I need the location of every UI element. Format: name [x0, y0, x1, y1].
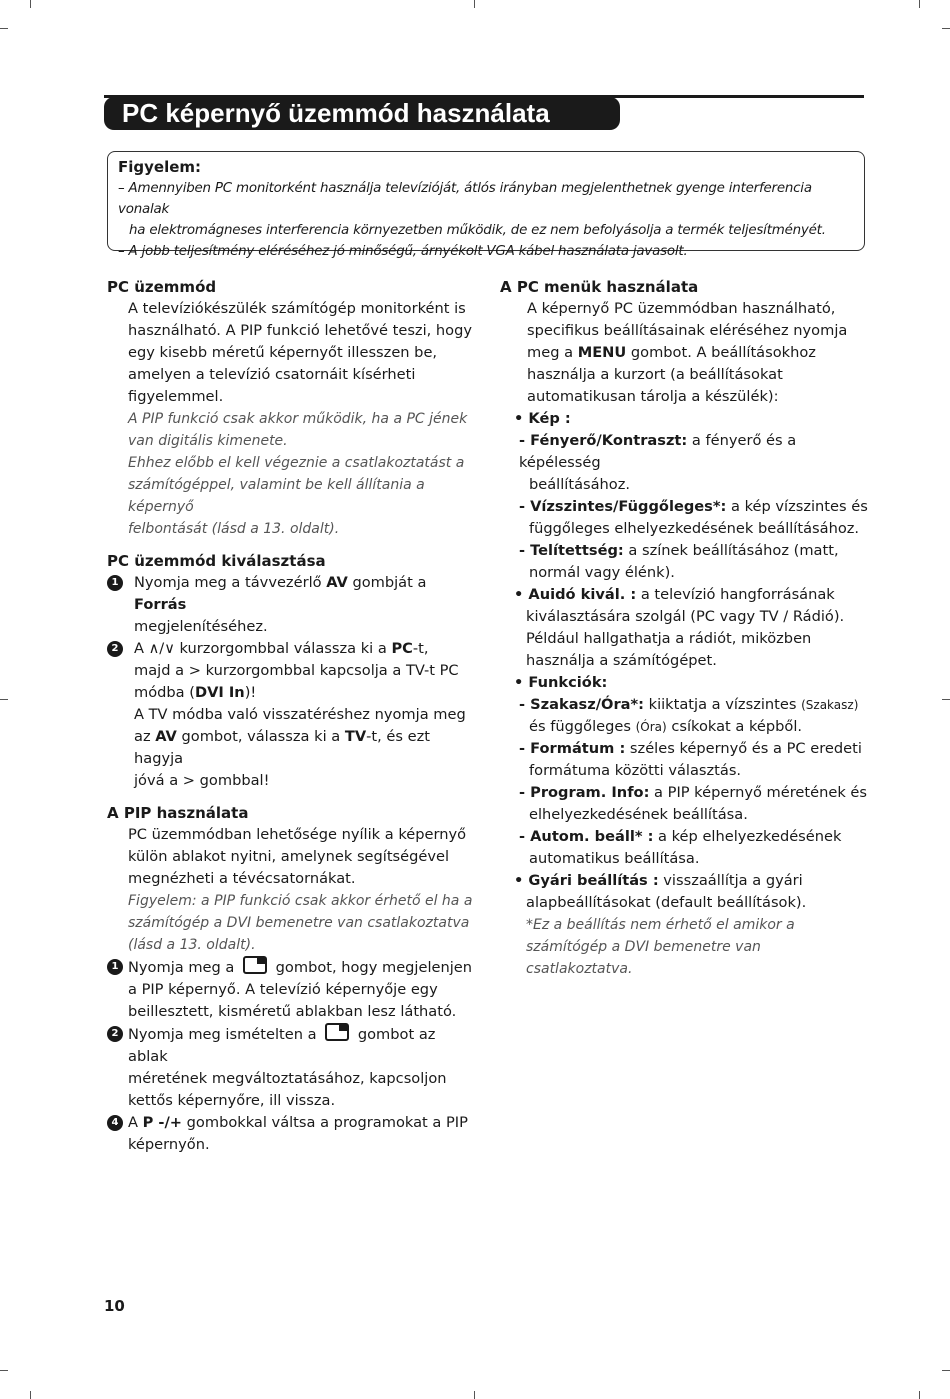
paragraph-line: meg a MENU gombot. A beállításokhoz: [527, 344, 816, 361]
paragraph-line: figyelemmel.: [128, 388, 224, 405]
note-line: számítógéppel, valamint be kell állítania a képernyő: [128, 477, 425, 515]
paragraph-line: megnézheti a tévécsatornákat.: [128, 870, 356, 887]
paragraph-line: egy kisebb méretű képernyőt illesszen be,: [128, 344, 438, 361]
paragraph-line: kettős képernyőre, ill vissza.: [128, 1092, 336, 1109]
menu-item-funkciok: • Funkciók:: [514, 674, 608, 691]
crop-mark: [919, 0, 920, 8]
step-item: [107, 572, 479, 638]
step-item: [107, 1023, 479, 1112]
menu-subitem: - Program. Info: a PIP képernyő méretének és: [519, 784, 867, 801]
paragraph-line: módba (DVI In)!: [134, 684, 257, 701]
page-number: 10: [104, 1297, 125, 1315]
page-title: PC képernyő üzemmód használata: [104, 97, 620, 130]
step-item: [107, 956, 479, 1023]
crop-mark: [942, 699, 950, 700]
warning-box: [107, 151, 865, 259]
paragraph-line: A ∧/∨ kurzorgombbal válassza ki a PC-t,: [134, 640, 429, 657]
cursor-right-icon: >: [188, 662, 201, 679]
crop-mark: [30, 0, 31, 8]
paragraph-line: elhelyezkedésének beállítása.: [529, 806, 748, 823]
paragraph-line: és függőleges (Óra) csíkokat a képből.: [529, 718, 803, 735]
step-number: 1: [107, 959, 123, 975]
menu-subitem: - Autom. beáll* : a kép elhelyezkedésének: [519, 828, 842, 845]
right-column: [500, 276, 870, 980]
section-heading-pc-mode-select: PC üzemmód kiválasztása: [107, 552, 326, 570]
warning-line: ha elektromágneses interferencia környezetben működik, de ez nem befolyásolja a termék teljesítményét.: [129, 223, 826, 238]
paragraph-line: automatikus beállítása.: [529, 850, 700, 867]
menu-subitem: - Formátum : széles képernyő és a PC eredeti: [519, 740, 862, 757]
paragraph-line: alapbeállításokat (default beállítások).: [526, 894, 807, 911]
note-line: Ehhez előbb el kell végeznie a csatlakoztatást a: [128, 455, 465, 471]
paragraph-line: Nyomja meg a gombot, hogy megjelenjen: [128, 956, 479, 979]
paragraph-line: külön ablakot nyitni, amelynek segítségével: [128, 848, 450, 865]
pip-icon: [325, 1023, 349, 1041]
warning-line: – A jobb teljesítmény eléréséhez jó minőségű, árnyékolt VGA kábel használata javasolt.: [118, 244, 688, 259]
paragraph-line: képernyőn.: [128, 1136, 210, 1153]
crop-mark: [474, 1391, 475, 1399]
left-column: [107, 276, 479, 1156]
warning-heading: Figyelem:: [118, 158, 202, 176]
paragraph-line: használja a kurzort (a beállításokat: [527, 366, 783, 383]
warning-line: – Amennyiben PC monitorként használja televízióját, átlós irányban megjelenthetnek gyenge interferencia vonalak: [118, 181, 812, 217]
paragraph-line: méretének megváltoztatásához, kapcsoljon: [128, 1070, 447, 1087]
crop-mark: [474, 0, 475, 8]
crop-mark: [919, 1391, 920, 1399]
note-line: van digitális kimenete.: [128, 433, 288, 449]
note-line: (lásd a 13. oldalt).: [128, 937, 256, 953]
paragraph-line: amelyen a televízió csatornáit kísérheti: [128, 366, 416, 383]
cursor-up-down-icon: ∧/∨: [148, 640, 175, 657]
paragraph-line: Például hallgathatja a rádiót, miközben: [526, 630, 812, 647]
step-item: [107, 1112, 479, 1156]
menu-item-kep: • Kép :: [514, 410, 571, 427]
section-heading-pip: A PIP használata: [107, 804, 249, 822]
menu-item-audio: • Auidó kivál. : a televízió hangforrásának: [514, 586, 835, 603]
step-item: [107, 638, 479, 792]
note-line: számítógép a DVI bemenetre van csatlakoztatva: [128, 915, 470, 931]
menu-subitem: - Fényerő/Kontraszt: a fényerő és a képélesség: [519, 432, 797, 471]
paragraph-line: az AV gombot, válassza ki a TV-t, és ezt hagyja: [134, 728, 430, 767]
paragraph-line: használja a számítógépet.: [526, 652, 717, 669]
note-line: számítógép a DVI bemenetre van csatlakoztatva.: [526, 939, 761, 977]
paragraph-line: jóvá a > gombbal!: [134, 772, 270, 789]
paragraph-line: beállításához.: [529, 476, 631, 493]
crop-mark: [942, 28, 950, 29]
paragraph-line: beillesztett, kisméretű ablakban lesz látható.: [128, 1003, 457, 1020]
paragraph-line: formátuma közötti választás.: [529, 762, 742, 779]
crop-mark: [0, 699, 8, 700]
paragraph-line: A képernyő PC üzemmódban használható,: [527, 300, 836, 317]
section-heading-pc-mode: PC üzemmód: [107, 278, 217, 296]
crop-mark: [0, 28, 8, 29]
paragraph-line: PC üzemmódban lehetősége nyílik a képernyő: [128, 826, 467, 843]
paragraph-line: a PIP képernyő. A televízió képernyője egy: [128, 981, 438, 998]
section-heading-pc-menus: A PC menük használata: [500, 278, 699, 296]
note-line: felbontását (lásd a 13. oldalt).: [128, 521, 340, 537]
step-number: 2: [107, 641, 123, 657]
note-line: Figyelem: a PIP funkció csak akkor érhető el ha a: [128, 893, 473, 909]
note-line: *Ez a beállítás nem érhető el amikor a: [526, 917, 795, 933]
pip-icon: [243, 956, 267, 974]
paragraph-line: normál vagy élénk).: [529, 564, 675, 581]
paragraph-line: automatikusan tárolja a készülék):: [527, 388, 779, 405]
paragraph-line: A televíziókészülék számítógép monitorként is: [128, 300, 466, 317]
step-number: 4: [107, 1115, 123, 1131]
paragraph-line: specifikus beállításainak eléréséhez nyomja: [527, 322, 848, 339]
crop-mark: [942, 1370, 950, 1371]
menu-subitem: - Szakasz/Óra*: kiiktatja a vízszintes (Szakasz): [519, 696, 859, 713]
paragraph-line: A TV módba való visszatéréshez nyomja meg: [134, 706, 466, 723]
step-number: 2: [107, 1026, 123, 1042]
paragraph-line: Nyomja meg a távvezérlő AV gombját a Forrás: [134, 574, 427, 613]
step-number: 1: [107, 575, 123, 591]
paragraph-line: használható. A PIP funkció lehetővé teszi, hogy: [128, 322, 473, 339]
paragraph-line: majd a > kurzorgombbal kapcsolja a TV-t PC: [134, 662, 459, 679]
menu-subitem: - Vízszintes/Függőleges*: a kép vízszintes és: [519, 498, 868, 515]
paragraph-line: függőleges elhelyezkedésének beállításához.: [529, 520, 860, 537]
note-line: A PIP funkció csak akkor működik, ha a PC jének: [128, 411, 468, 427]
crop-mark: [0, 1370, 8, 1371]
paragraph-line: A P -/+ gombokkal váltsa a programokat a PIP: [128, 1114, 468, 1131]
crop-mark: [30, 1391, 31, 1399]
menu-item-gyari: • Gyári beállítás : visszaállítja a gyári: [514, 872, 803, 889]
paragraph-line: Nyomja meg ismételten a gombot az ablak: [128, 1023, 479, 1068]
title-bar: [104, 95, 864, 131]
menu-subitem: - Telítettség: a színek beállításához (matt,: [519, 542, 839, 559]
paragraph-line: megjelenítéséhez.: [134, 618, 268, 635]
cursor-right-icon: >: [182, 772, 196, 789]
paragraph-line: kiválasztására szolgál (PC vagy TV / Rádió).: [526, 608, 845, 625]
